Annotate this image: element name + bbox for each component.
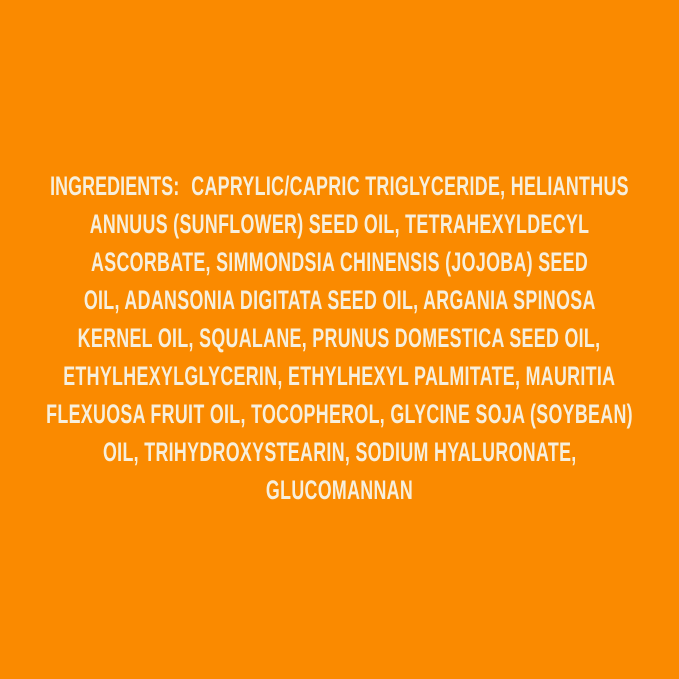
- ingredients-line-4: [84, 281, 596, 319]
- ingredients-line-text: ETHYLHEXYLGLYCERIN, ETHYLHEXYL PALMITATE, MAURITIA: [63, 360, 616, 391]
- ingredients-line-9: [266, 471, 413, 509]
- ingredients-line-8: [103, 433, 577, 471]
- ingredients-line-text: GLUCOMANNAN: [265, 474, 414, 505]
- ingredients-line-2: [90, 205, 590, 243]
- ingredients-line-5: [78, 319, 601, 357]
- ingredients-line-6: [63, 357, 615, 395]
- ingredients-line-text: KERNEL OIL, SQUALANE, PRUNUS DOMESTICA SEED OIL,: [78, 322, 601, 353]
- ingredients-line-text: OIL, ADANSONIA DIGITATA SEED OIL, ARGANIA SPINOSA: [83, 284, 596, 315]
- ingredients-line-text: OIL, TRIHYDROXYSTEARIN, SODIUM HYALURONATE,: [102, 436, 577, 467]
- ingredients-line-text: ASCORBATE, SIMMONDSIA CHINENSIS (JOJOBA) SEED: [90, 246, 589, 277]
- ingredients-line-1: [50, 167, 629, 205]
- ingredients-heading: INGREDIENTS:: [50, 170, 180, 201]
- ingredients-line-3: [91, 243, 588, 281]
- ingredients-line-7: [46, 395, 633, 433]
- ingredients-text-block: [0, 167, 679, 509]
- ingredients-line-text: CAPRYLIC/CAPRIC TRIGLYCERIDE, HELIANTHUS: [191, 170, 629, 201]
- ingredients-line-text: ANNUUS (SUNFLOWER) SEED OIL, TETRAHEXYLDECYL: [89, 208, 590, 239]
- ingredients-line-text: FLEXUOSA FRUIT OIL, TOCOPHEROL, GLYCINE SOJA (SOYBEAN): [46, 398, 633, 429]
